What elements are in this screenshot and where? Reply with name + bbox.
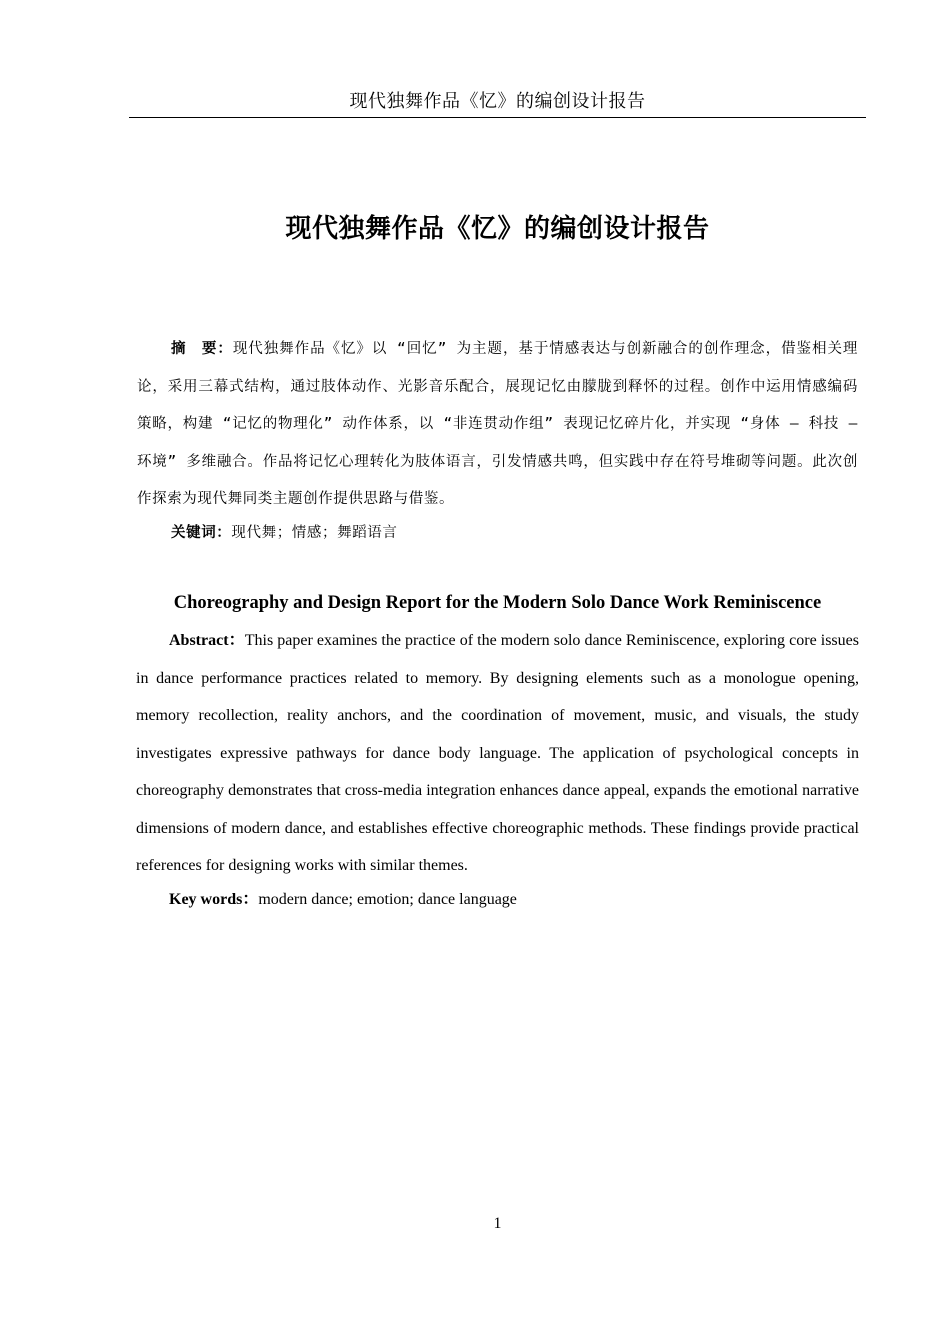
chinese-keywords bbox=[171, 515, 858, 553]
chinese-abstract bbox=[137, 331, 858, 519]
english-abstract-label: Abstract： bbox=[169, 632, 245, 649]
running-header: 现代独舞作品《忆》的编创设计报告 bbox=[129, 89, 866, 118]
chinese-abstract-label: 摘 要： bbox=[171, 341, 233, 357]
english-abstract-text: This paper examines the practice of the modern solo dance Reminiscence, exploring core issues in dance performance practices related to memory. By designing elements such as a monologue opening, memory recollection, reality anchors, and the coordination of movement, music, and visuals, the study investigates expressive pathways for dance body language. The application of psychological concepts in choreography demonstrates that cross-media integration enhances dance appeal, expands the emotional narrative dimensions of modern dance, and establishes effective choreographic methods. These findings provide practical references for designing works with similar themes. bbox=[136, 632, 859, 874]
english-title: Choreography and Design Report for the Modern Solo Dance Work Reminiscence bbox=[173, 593, 822, 613]
page-title: 现代独舞作品《忆》的编创设计报告 bbox=[285, 214, 710, 244]
english-keywords bbox=[169, 881, 859, 919]
page-number: 1 bbox=[493, 1215, 502, 1232]
chinese-abstract-text: 现代独舞作品《忆》以 “回忆” 为主题，基于情感表达与创新融合的创作理念，借鉴相关理论，采用三幕式结构，通过肢体动作、光影音乐配合，展现记忆由朦胧到释怀的过程。创作中运用情感编码策略，构建 “记忆的物理化” 动作体系，以 “非连贯动作组” 表现记忆碎片化，并实现 “身体 — 科技 — 环境” 多维融合。作品将记忆心理转化为肢体语言，引发情感共鸣，但实践中存在符号堆砌等问题。此次创作探索为现代舞同类主题创作提供思路与借鉴。 bbox=[137, 341, 858, 507]
chinese-keywords-label: 关键词： bbox=[171, 525, 232, 541]
english-keywords-label: Key words： bbox=[169, 891, 259, 908]
chinese-keywords-text: 现代舞；情感；舞蹈语言 bbox=[231, 525, 398, 541]
english-abstract bbox=[136, 622, 859, 885]
english-keywords-text: modern dance; emotion; dance language bbox=[258, 891, 517, 908]
